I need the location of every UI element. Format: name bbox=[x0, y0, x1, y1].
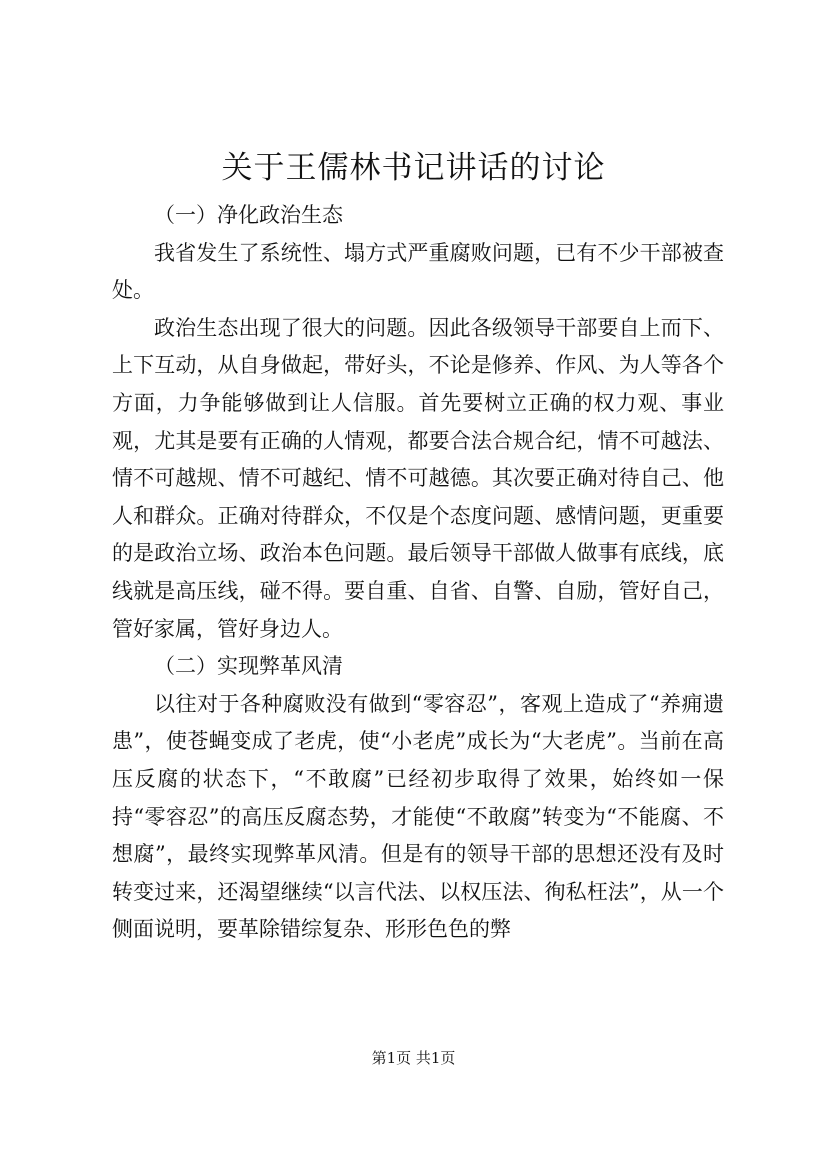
document-body bbox=[112, 197, 724, 949]
page-footer: 第1页 共1页 bbox=[371, 1049, 456, 1067]
section-1-paragraph-1: 我省发生了系统性、塌方式严重腐败问题，已有不少干部被查处。 bbox=[112, 240, 724, 303]
section-2-heading: （二）实现弊革风清 bbox=[154, 654, 343, 679]
document-title: 关于王儒林书记讲话的讨论 bbox=[221, 150, 606, 186]
section-2-paragraph-1: 以往对于各种腐败没有做到“零容忍”，客观上造成了“养痈遗患”，使苍蝇变成了老虎，使“小老虎”成长为“大老虎”。当前在高压反腐的状态下，“不敢腐”已经初步取得了效果，始终如一保持“零容忍”的高压反腐态势，才能使“不敢腐”转变为“不能腐、不想腐”，最终实现弊革风清。但是有的领导干部的思想还没有及时转变过来，还渴望继续“以言代法、以权压法、徇私枉法”，从一个侧面说明，要革除错综复杂、形形色色的弊 bbox=[112, 691, 724, 942]
section-1-paragraph-2: 政治生态出现了很大的问题。因此各级领导干部要自上而下、上下互动，从自身做起，带好头，不论是修养、作风、为人等各个方面，力争能够做到让人信服。首先要树立正确的权力观、事业观，尤其是要有正确的人情观，都要合法合规合纪，情不可越法、情不可越规、情不可越纪、情不可越德。其次要正确对待自己、他人和群众。正确对待群众，不仅是个态度问题、感情问题，更重要的是政治立场、政治本色问题。最后领导干部做人做事有底线，底线就是高压线，碰不得。要自重、自省、自警、自励，管好自己，管好家属，管好身边人。 bbox=[112, 315, 724, 641]
section-1-heading: （一）净化政治生态 bbox=[154, 203, 343, 227]
